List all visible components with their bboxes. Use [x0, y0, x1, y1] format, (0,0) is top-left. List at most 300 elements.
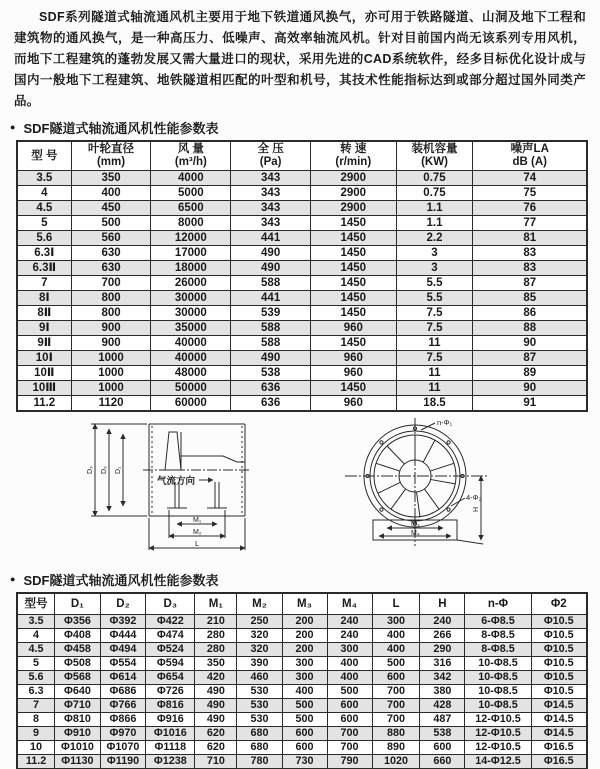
- table-cell: 200: [282, 629, 327, 643]
- table-cell: 490: [231, 246, 311, 261]
- table-cell: Φ14.5: [531, 699, 587, 713]
- technical-drawings: [0, 416, 600, 564]
- table-cell: 588: [231, 276, 311, 291]
- table-cell: 0.75: [396, 186, 473, 201]
- table-cell: Φ816: [146, 699, 195, 713]
- table-cell: 1000: [71, 351, 151, 366]
- table-cell: 240: [420, 615, 465, 629]
- table-cell: 8Ⅰ: [17, 291, 71, 306]
- table-row: [17, 629, 587, 643]
- table-cell: 490: [231, 261, 311, 276]
- front-view-diagram: [335, 416, 520, 564]
- table-cell: 380: [420, 685, 465, 699]
- table-cell: 11.2: [17, 396, 71, 412]
- airflow-label: 气流方向: [156, 476, 195, 487]
- table-row: [17, 306, 587, 321]
- column-header: L: [372, 593, 420, 615]
- table-cell: 10: [17, 741, 55, 755]
- table-cell: 8-Φ8.5: [465, 643, 531, 657]
- table-cell: 490: [231, 351, 311, 366]
- column-header: 转 速 (r/min): [311, 141, 397, 171]
- table-cell: 280: [195, 629, 237, 643]
- table-cell: 81: [473, 231, 587, 246]
- table-cell: Φ474: [146, 629, 195, 643]
- table-cell: 1450: [311, 276, 397, 291]
- column-header: M₁: [195, 593, 237, 615]
- table-cell: Φ1130: [55, 755, 101, 769]
- table-cell: 77: [473, 216, 587, 231]
- table-cell: 88: [473, 321, 587, 336]
- table-cell: 290: [420, 643, 465, 657]
- table-cell: 74: [473, 171, 587, 186]
- table-cell: 2900: [311, 186, 397, 201]
- table-cell: 680: [237, 727, 282, 741]
- column-header: D₃: [146, 593, 195, 615]
- table-cell: 87: [473, 351, 587, 366]
- table-cell: 400: [71, 186, 151, 201]
- table-cell: 1450: [311, 216, 397, 231]
- table-cell: Φ810: [55, 713, 101, 727]
- table-row: [17, 216, 587, 231]
- table-cell: 90: [473, 336, 587, 351]
- table-row: [17, 396, 587, 412]
- table-cell: 83: [473, 246, 587, 261]
- table-cell: 636: [231, 396, 311, 412]
- dim-label-d1: D₁: [114, 466, 122, 474]
- table-cell: 18.5: [396, 396, 473, 412]
- table-cell: 300: [372, 615, 420, 629]
- table-cell: 240: [327, 629, 372, 643]
- table-cell: 4: [17, 629, 55, 643]
- table-cell: Φ508: [55, 657, 101, 671]
- table-row: [17, 291, 587, 306]
- table-cell: 1450: [311, 291, 397, 306]
- table-cell: 5.6: [17, 231, 71, 246]
- table-row: [17, 699, 587, 713]
- column-header: D₁: [55, 593, 101, 615]
- dim-label-m3: M₃: [410, 521, 420, 528]
- table-cell: Φ726: [146, 685, 195, 699]
- table-cell: 3.5: [17, 615, 55, 629]
- table-row: [17, 231, 587, 246]
- table-cell: 530: [237, 713, 282, 727]
- table-cell: 4.5: [17, 643, 55, 657]
- table-cell: 400: [282, 685, 327, 699]
- table-cell: 9Ⅰ: [17, 321, 71, 336]
- table-cell: 400: [327, 657, 372, 671]
- table-cell: 700: [327, 727, 372, 741]
- table-row: [17, 336, 587, 351]
- table-cell: 5.5: [396, 291, 473, 306]
- table-cell: 890: [372, 741, 420, 755]
- table-cell: 390: [237, 657, 282, 671]
- table-cell: 2.2: [396, 231, 473, 246]
- table-cell: 5.6: [17, 671, 55, 685]
- table-cell: 1000: [71, 381, 151, 396]
- table-cell: 4.5: [17, 201, 71, 216]
- table-cell: 343: [231, 201, 311, 216]
- table-cell: 342: [420, 671, 465, 685]
- table-cell: 86: [473, 306, 587, 321]
- table-cell: 630: [71, 261, 151, 276]
- table-cell: 2900: [311, 201, 397, 216]
- dim-label-d2: D₂: [100, 466, 108, 474]
- table-cell: Φ1238: [146, 755, 195, 769]
- table-cell: 89: [473, 366, 587, 381]
- table-cell: 320: [237, 629, 282, 643]
- table-cell: 1450: [311, 261, 397, 276]
- table-cell: 900: [71, 336, 151, 351]
- table-cell: 800: [71, 291, 151, 306]
- table-cell: 5: [17, 657, 55, 671]
- table1-title: SDF隧道式轴流通风机性能参数表: [23, 121, 219, 136]
- table-cell: 300: [282, 671, 327, 685]
- column-header: 全 压 (Pa): [231, 141, 311, 171]
- table-row: [17, 381, 587, 396]
- table-cell: 12000: [151, 231, 231, 246]
- table-cell: 280: [195, 643, 237, 657]
- table-cell: 420: [195, 671, 237, 685]
- column-header: 叶轮直径 (mm): [71, 141, 151, 171]
- table-cell: 500: [71, 216, 151, 231]
- table-cell: 636: [231, 381, 311, 396]
- blade-profile: [165, 432, 181, 470]
- table-cell: 11.2: [17, 755, 55, 769]
- table-row: [17, 246, 587, 261]
- column-header: M₄: [327, 593, 372, 615]
- table-cell: 9Ⅱ: [17, 336, 71, 351]
- section-title-table2: [10, 570, 600, 589]
- table-cell: 620: [195, 741, 237, 755]
- table-cell: 1450: [311, 231, 397, 246]
- table-cell: Φ1190: [100, 755, 146, 769]
- table-cell: 710: [195, 755, 237, 769]
- table-cell: 600: [282, 727, 327, 741]
- table-cell: 460: [237, 671, 282, 685]
- column-header: M₂: [237, 593, 282, 615]
- table-cell: 630: [71, 246, 151, 261]
- table-cell: 3: [396, 261, 473, 276]
- table-cell: 12-Φ10.5: [465, 727, 531, 741]
- table-cell: 35000: [151, 321, 231, 336]
- table-cell: Φ10.5: [531, 685, 587, 699]
- table-cell: 7.5: [396, 321, 473, 336]
- table-cell: 400: [372, 629, 420, 643]
- table-cell: 2900: [311, 171, 397, 186]
- table-row: [17, 276, 587, 291]
- table-cell: Φ654: [146, 671, 195, 685]
- table-cell: 700: [71, 276, 151, 291]
- table-cell: 700: [372, 713, 420, 727]
- table-row: [17, 201, 587, 216]
- table-cell: 6.3: [17, 685, 55, 699]
- table-row: [17, 657, 587, 671]
- table-row: [17, 366, 587, 381]
- table-cell: 200: [282, 615, 327, 629]
- table-cell: 3: [396, 246, 473, 261]
- table-cell: 14-Φ12.5: [465, 755, 531, 769]
- table-cell: 87: [473, 276, 587, 291]
- table-cell: Φ910: [55, 727, 101, 741]
- table-cell: 91: [473, 396, 587, 412]
- table-cell: 350: [71, 171, 151, 186]
- column-header: 噪声LA dB (A): [473, 141, 587, 171]
- table-cell: 530: [237, 685, 282, 699]
- table-cell: 0.75: [396, 171, 473, 186]
- table-cell: 8Ⅱ: [17, 306, 71, 321]
- table-cell: Φ10.5: [531, 671, 587, 685]
- table-cell: 48000: [151, 366, 231, 381]
- table-cell: 300: [282, 657, 327, 671]
- table-cell: 83: [473, 261, 587, 276]
- table-cell: 500: [327, 685, 372, 699]
- column-header: M₃: [282, 593, 327, 615]
- section-title-table1: [10, 118, 600, 137]
- table-cell: 1120: [71, 396, 151, 412]
- table-cell: Φ686: [100, 685, 146, 699]
- header-row: [17, 141, 587, 171]
- table-cell: 10Ⅱ: [17, 366, 71, 381]
- table-cell: 700: [327, 741, 372, 755]
- table-cell: 1.1: [396, 216, 473, 231]
- label-4-phi2: 4-Φ₂: [465, 493, 482, 502]
- table-cell: 660: [420, 755, 465, 769]
- column-header: 装机容量 (KW): [396, 141, 473, 171]
- table-cell: 30000: [151, 291, 231, 306]
- table-cell: 210: [195, 615, 237, 629]
- dim-label-l: L: [194, 539, 199, 548]
- table-cell: 600: [327, 713, 372, 727]
- bullet-icon: ●: [10, 574, 16, 584]
- table2-title: SDF隧道式轴流通风机性能参数表: [23, 573, 219, 588]
- column-header: 风 量 (m³/h): [151, 141, 231, 171]
- table-cell: 780: [237, 755, 282, 769]
- table-cell: 800: [71, 306, 151, 321]
- table-cell: 343: [231, 186, 311, 201]
- dim-label-m2: M₂: [192, 529, 202, 536]
- table-cell: 960: [311, 351, 397, 366]
- table-cell: 40000: [151, 336, 231, 351]
- table-cell: Φ14.5: [531, 713, 587, 727]
- table-cell: Φ614: [100, 671, 146, 685]
- table-cell: 9: [17, 727, 55, 741]
- table-cell: 8-Φ8.5: [465, 629, 531, 643]
- column-header: D₂: [100, 593, 146, 615]
- table-row: [17, 713, 587, 727]
- table-cell: 790: [327, 755, 372, 769]
- table-cell: Φ444: [100, 629, 146, 643]
- table-cell: 441: [231, 231, 311, 246]
- table-cell: 8: [17, 713, 55, 727]
- bullet-icon: ●: [10, 122, 16, 132]
- table-cell: 530: [237, 699, 282, 713]
- table-cell: 6.3Ⅰ: [17, 246, 71, 261]
- table-cell: 11: [396, 381, 473, 396]
- table-cell: 85: [473, 291, 587, 306]
- table-row: [17, 351, 587, 366]
- table-cell: Φ970: [100, 727, 146, 741]
- table-cell: 266: [420, 629, 465, 643]
- table-cell: 5000: [151, 186, 231, 201]
- dim-label-h: H: [472, 506, 480, 512]
- table-cell: 960: [311, 366, 397, 381]
- table-cell: 11: [396, 366, 473, 381]
- table-cell: 10Ⅰ: [17, 351, 71, 366]
- table-cell: Φ554: [100, 657, 146, 671]
- table-cell: Φ16.5: [531, 755, 587, 769]
- table-cell: 343: [231, 171, 311, 186]
- table-cell: 1450: [311, 381, 397, 396]
- table-cell: 600: [282, 741, 327, 755]
- table-cell: 7.5: [396, 306, 473, 321]
- table-cell: 10-Φ8.5: [465, 685, 531, 699]
- table-cell: 700: [372, 699, 420, 713]
- table-cell: 6500: [151, 201, 231, 216]
- table-cell: 90: [473, 381, 587, 396]
- table-row: [17, 685, 587, 699]
- table-cell: Φ568: [55, 671, 101, 685]
- table-cell: 620: [195, 727, 237, 741]
- dim-label-m4: M₄: [410, 530, 420, 537]
- table-cell: 12-Φ10.5: [465, 741, 531, 755]
- column-header: H: [420, 593, 465, 615]
- table-row: [17, 671, 587, 685]
- table-cell: Φ710: [55, 699, 101, 713]
- table-cell: 490: [195, 685, 237, 699]
- table-cell: 6-Φ8.5: [465, 615, 531, 629]
- table-cell: 18000: [151, 261, 231, 276]
- table-row: [17, 186, 587, 201]
- table-cell: Φ422: [146, 615, 195, 629]
- table-cell: 300: [327, 643, 372, 657]
- table-cell: 26000: [151, 276, 231, 291]
- table-cell: Φ866: [100, 713, 146, 727]
- table-cell: 200: [282, 643, 327, 657]
- table-cell: Φ356: [55, 615, 101, 629]
- table-cell: Φ1118: [146, 741, 195, 755]
- table-row: [17, 171, 587, 186]
- table-cell: 400: [372, 643, 420, 657]
- table-cell: 487: [420, 713, 465, 727]
- table-cell: 10-Φ8.5: [465, 671, 531, 685]
- table-cell: 588: [231, 336, 311, 351]
- table-cell: 50000: [151, 381, 231, 396]
- table-cell: Φ10.5: [531, 643, 587, 657]
- table-cell: Φ10.5: [531, 629, 587, 643]
- table-cell: 76: [473, 201, 587, 216]
- column-header: 型号: [17, 593, 55, 615]
- table-cell: 960: [311, 321, 397, 336]
- table-cell: Φ16.5: [531, 741, 587, 755]
- table-cell: 1450: [311, 246, 397, 261]
- table-cell: 240: [327, 615, 372, 629]
- table-cell: 6.3Ⅱ: [17, 261, 71, 276]
- table-cell: 680: [237, 741, 282, 755]
- table-cell: 500: [282, 699, 327, 713]
- dim-label-m1: M₁: [192, 517, 201, 524]
- table-cell: 10Ⅲ: [17, 381, 71, 396]
- table-row: [17, 741, 587, 755]
- table-cell: 600: [420, 741, 465, 755]
- table-cell: Φ10.5: [531, 615, 587, 629]
- table-cell: 5: [17, 216, 71, 231]
- table-row: [17, 615, 587, 629]
- table-cell: 900: [71, 321, 151, 336]
- table-cell: 400: [327, 671, 372, 685]
- table-cell: 7.5: [396, 351, 473, 366]
- table-cell: Φ494: [100, 643, 146, 657]
- table-cell: 12-Φ10.5: [465, 713, 531, 727]
- table-cell: 700: [372, 685, 420, 699]
- dimensions-table: [16, 592, 588, 769]
- side-view-diagram: [81, 416, 271, 564]
- table-cell: 490: [195, 699, 237, 713]
- table-cell: Φ14.5: [531, 727, 587, 741]
- header-row: [17, 593, 587, 615]
- table-cell: 500: [282, 713, 327, 727]
- table-cell: 4000: [151, 171, 231, 186]
- table-row: [17, 261, 587, 276]
- table-cell: 250: [237, 615, 282, 629]
- table-cell: 560: [71, 231, 151, 246]
- column-header: n-Φ: [465, 593, 531, 615]
- table-cell: 730: [282, 755, 327, 769]
- table-cell: 75: [473, 186, 587, 201]
- table-cell: 1450: [311, 336, 397, 351]
- table-cell: 316: [420, 657, 465, 671]
- table-cell: 1.1: [396, 201, 473, 216]
- table-row: [17, 321, 587, 336]
- table-cell: 428: [420, 699, 465, 713]
- table-row: [17, 643, 587, 657]
- table-cell: 539: [231, 306, 311, 321]
- table-cell: 600: [327, 699, 372, 713]
- table-cell: Φ1016: [146, 727, 195, 741]
- table-cell: 17000: [151, 246, 231, 261]
- table-cell: 30000: [151, 306, 231, 321]
- motor-line: [181, 456, 245, 462]
- table-cell: 350: [195, 657, 237, 671]
- table-cell: Φ640: [55, 685, 101, 699]
- column-header: Φ2: [531, 593, 587, 615]
- table-cell: 10-Φ8.5: [465, 657, 531, 671]
- table-cell: Φ1010: [55, 741, 101, 755]
- table-cell: 5.5: [396, 276, 473, 291]
- table-cell: 10-Φ8.5: [465, 699, 531, 713]
- table-cell: Φ458: [55, 643, 101, 657]
- table-cell: 600: [372, 671, 420, 685]
- table-cell: 500: [372, 657, 420, 671]
- table-cell: 8000: [151, 216, 231, 231]
- table-cell: 343: [231, 216, 311, 231]
- table-cell: Φ1070: [100, 741, 146, 755]
- table-cell: 7: [17, 699, 55, 713]
- table-cell: 588: [231, 321, 311, 336]
- table-cell: 320: [237, 643, 282, 657]
- table-cell: 538: [420, 727, 465, 741]
- table-cell: 1450: [311, 306, 397, 321]
- table-cell: 441: [231, 291, 311, 306]
- table-cell: 490: [195, 713, 237, 727]
- table-cell: Φ10.5: [531, 657, 587, 671]
- column-header: 型 号: [17, 141, 71, 171]
- table-cell: 1020: [372, 755, 420, 769]
- table-cell: 40000: [151, 351, 231, 366]
- table-cell: 960: [311, 396, 397, 412]
- table-cell: 60000: [151, 396, 231, 412]
- dim-label-d3: D₃: [86, 466, 94, 474]
- table-cell: Φ594: [146, 657, 195, 671]
